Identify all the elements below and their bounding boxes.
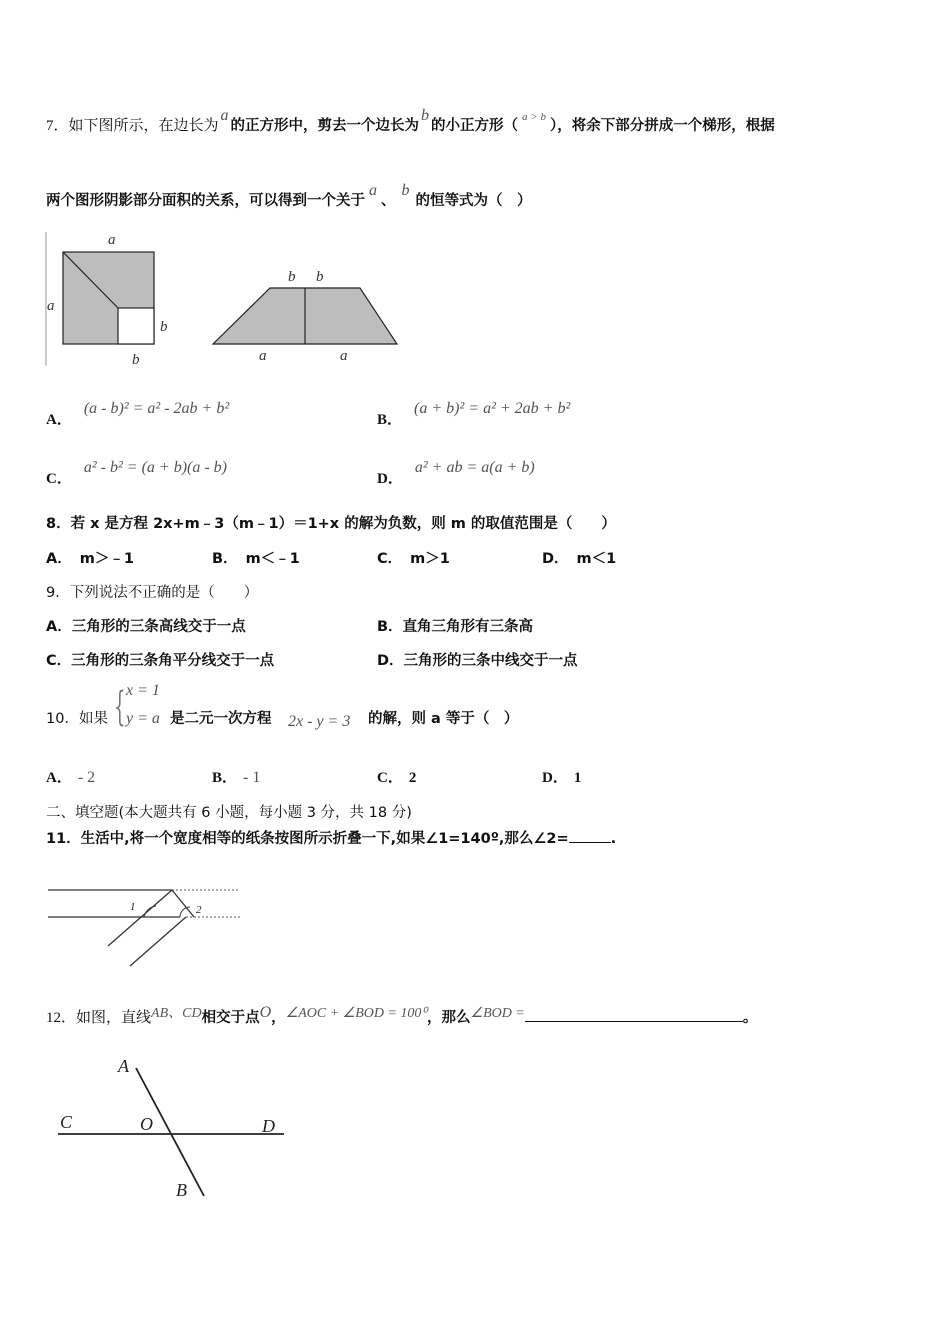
q12-target: ∠BOD =: [470, 1006, 525, 1021]
angle-2-arc: [180, 907, 190, 917]
q12-mid: 相交于点: [201, 1010, 260, 1026]
q12-prefix: 12．如图，直线: [46, 1010, 152, 1026]
option-label: B．: [377, 619, 403, 635]
q7-text-line2-suffix: 的恒等式为（ ）: [415, 193, 532, 209]
q7-separator: 、: [381, 193, 396, 209]
square-label-left: a: [47, 298, 55, 314]
option-text: m＜﹣1: [245, 551, 300, 567]
q10-sys-line1: x = 1: [126, 682, 160, 699]
q7-option-b[interactable]: [377, 397, 571, 428]
q9-option-d[interactable]: [377, 649, 578, 670]
square-label-bottom: b: [132, 352, 140, 368]
label-d: D: [262, 1116, 275, 1136]
q10-prefix: 10．如果: [46, 711, 108, 727]
q8-option-c[interactable]: [377, 547, 450, 568]
option-text: 直角三角形有三条高: [402, 619, 534, 635]
q8-option-d[interactable]: [542, 547, 616, 568]
q7-condition: a > b: [522, 111, 546, 123]
q12-condition: ∠AOC + ∠BOD = 100⁰: [285, 1006, 428, 1021]
option-label: A．: [46, 770, 72, 786]
q7-var-a-2: a: [369, 182, 377, 199]
option-label: A．: [46, 551, 72, 567]
label-c: C: [60, 1112, 73, 1132]
option-text: 1: [573, 770, 582, 786]
section-heading: 二、填空题(本大题共有 6 小题，每小题 3 分，共 18 分): [46, 805, 412, 821]
q9-stem: 9．下列说法不正确的是（ ）: [46, 585, 259, 601]
q11-stem: [46, 827, 616, 848]
option-text: 三角形的三条高线交于一点: [71, 619, 246, 635]
q12-point: O: [259, 1004, 272, 1021]
q10-option-c[interactable]: [377, 766, 416, 787]
q10-option-d[interactable]: [542, 766, 581, 787]
q12-lines: AB、CD: [151, 1006, 202, 1021]
q7-figures: [40, 228, 410, 373]
angle-1-label: 1: [130, 901, 136, 913]
option-label: B．: [212, 770, 238, 786]
label-o: O: [140, 1114, 153, 1134]
option-label: D．: [377, 653, 404, 669]
q10-option-a[interactable]: [46, 766, 95, 787]
option-text: - 1: [243, 769, 261, 786]
option-label: C．: [377, 551, 403, 567]
q7-option-a[interactable]: [46, 397, 230, 428]
q7-text-prefix: 7．如下图所示，在边长为: [46, 118, 219, 134]
trap-label-bottom2: a: [340, 348, 348, 364]
q9-option-c[interactable]: [46, 649, 274, 670]
q10-equation: 2x - y = 3: [288, 713, 351, 730]
q10-option-b[interactable]: [212, 766, 260, 787]
trap-label-bottom1: a: [259, 348, 267, 364]
square-label-top: a: [108, 232, 116, 248]
q12-then: ，那么: [427, 1010, 471, 1026]
fold-edge-2: [130, 917, 186, 966]
q7-option-c[interactable]: [46, 456, 227, 487]
q12-answer-blank[interactable]: [525, 1007, 743, 1022]
option-label: A．: [46, 412, 72, 428]
option-formula: a² + ab = a(a + b): [414, 459, 535, 476]
trapezoid-figure: [213, 269, 397, 364]
q8-option-b[interactable]: [212, 547, 300, 568]
option-text: 2: [408, 770, 417, 786]
angle-1-arc: [144, 906, 156, 917]
q7-text-suffix: ），将余下部分拼成一个梯形，根据: [549, 118, 775, 134]
option-formula: a² - b² = (a + b)(a - b): [83, 459, 227, 476]
trap-label-top1: b: [288, 269, 296, 285]
option-text: m＜1: [576, 551, 617, 567]
option-label: C．: [377, 770, 403, 786]
option-label: B．: [377, 412, 403, 428]
q11-end: .: [610, 831, 617, 847]
option-text: - 2: [77, 769, 96, 786]
q11-text: 11．生活中,将一个宽度相等的纸条按图所示折叠一下,如果∠1=140º,那么∠2=: [46, 831, 569, 847]
label-b: B: [176, 1180, 187, 1200]
option-formula: (a - b)² = a² - 2ab + b²: [83, 400, 230, 417]
label-a: A: [118, 1056, 129, 1076]
q12-sep: ，: [271, 1010, 286, 1026]
option-label: A．: [46, 619, 72, 635]
q7-var-b-2: b: [401, 182, 410, 199]
q12-figure: [52, 1054, 302, 1204]
q9-option-a[interactable]: [46, 615, 246, 636]
square-figure: [47, 232, 168, 368]
q10-suffix: 的解，则 a 等于（ ）: [368, 711, 519, 727]
q7-text-mid: 的正方形中，剪去一个边长为: [230, 118, 420, 134]
small-square: [118, 308, 154, 344]
fold-edge-3: [172, 890, 194, 917]
q10-brace: {: [114, 684, 126, 730]
q7-var-a: a: [220, 107, 229, 124]
q10-mid: 是二元一次方程: [170, 711, 272, 727]
option-text: 三角形的三条角平分线交于一点: [71, 653, 275, 669]
q7-line2: [46, 182, 532, 210]
q7-var-b: b: [421, 107, 430, 124]
q7-option-d[interactable]: [377, 456, 535, 487]
q12-end: 。: [742, 1010, 758, 1026]
q10-sys-line2: y = a: [126, 710, 160, 727]
option-text: 三角形的三条中线交于一点: [403, 653, 578, 669]
option-label: C．: [46, 653, 72, 669]
option-text: m＞1: [410, 551, 450, 567]
q7-line1: [46, 107, 775, 135]
option-formula: (a + b)² = a² + 2ab + b²: [414, 400, 571, 417]
q7-text-mid2: 的小正方形（: [431, 118, 519, 134]
q7-text-line2-prefix: 两个图形阴影部分面积的关系，可以得到一个关于: [46, 193, 365, 209]
q8-option-a[interactable]: [46, 547, 134, 568]
square-label-right: b: [160, 319, 168, 335]
option-label: D．: [377, 471, 403, 487]
q8-stem: 8．若 x 是方程 2x+m﹣3（m﹣1）＝1+x 的解为负数，则 m 的取值范围是（ ）: [46, 516, 616, 532]
q9-option-b[interactable]: [377, 615, 533, 636]
option-label: D．: [542, 770, 568, 786]
q11-figure: [44, 880, 244, 970]
trap-label-top2: b: [316, 269, 324, 285]
option-label: D．: [542, 551, 569, 567]
q11-answer-blank[interactable]: [569, 828, 611, 843]
q12-stem: [46, 1006, 757, 1027]
option-label: C．: [46, 471, 72, 487]
option-label: B．: [212, 551, 238, 567]
option-text: m＞﹣1: [79, 551, 134, 567]
angle-2-label: 2: [196, 904, 202, 916]
